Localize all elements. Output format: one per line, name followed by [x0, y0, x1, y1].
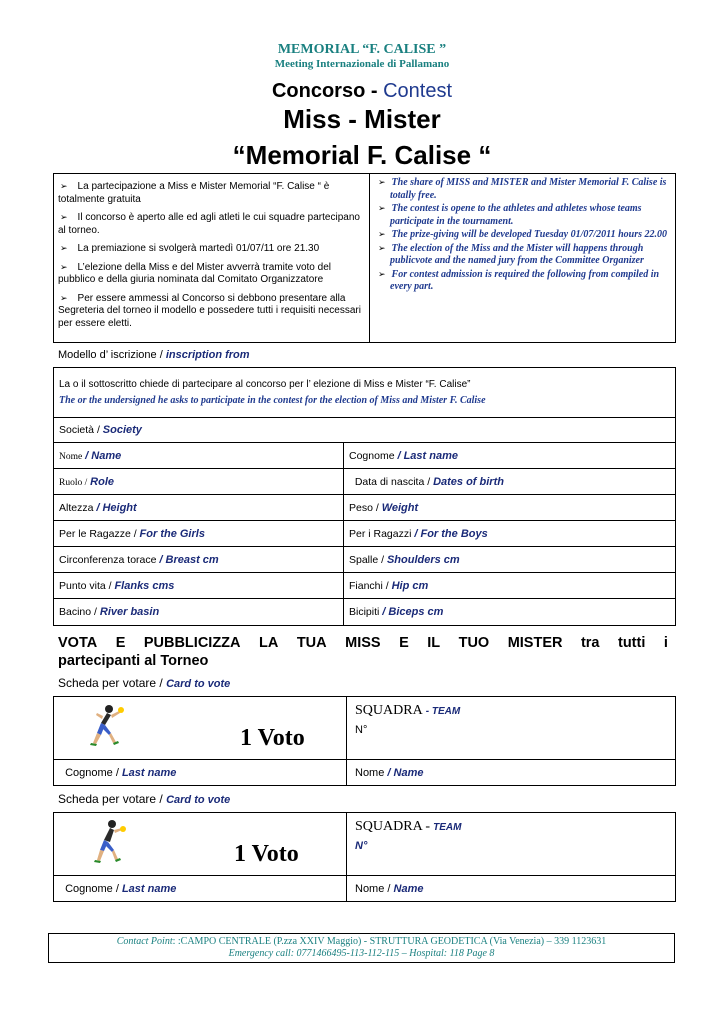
intro-it-item: ➢ Per essere ammessi al Concorso si debbono presentare alla Segreteria del torneo il modello e possedere tutti i requisiti necessari per essere eletti.	[58, 292, 361, 329]
intro-en-item: ➢ The contest is opene to the athletes and athletes whose teams participate in the tournament.	[378, 203, 642, 227]
arrow-bullet-icon: ➢	[60, 261, 68, 272]
handball-player-icon	[87, 703, 127, 747]
society-field[interactable]: Società / Society	[54, 418, 676, 443]
vote-card-image-cell	[54, 813, 347, 876]
meeting-subtitle: Meeting Internazionale di Pallamano	[274, 58, 450, 70]
arrow-bullet-icon: ➢	[60, 243, 68, 253]
vote-card-label: Scheda per votare / Card to vote	[58, 792, 231, 806]
team-field[interactable]: SQUADRA - TEAM N°	[347, 813, 676, 876]
memorial-calise-heading: “Memorial F. Calise “	[232, 140, 492, 170]
role-field[interactable]: Ruolo / Role	[54, 469, 344, 495]
last-name-field[interactable]: Cognome / Last name	[344, 443, 676, 469]
vote-heading-line1: VOTA E PUBBLICIZZA LA TUA MISS E IL TUO MISTER tra tutti i	[58, 635, 668, 651]
vote-card	[53, 696, 676, 786]
vote-card	[53, 812, 676, 902]
arrow-bullet-icon: ➢	[378, 203, 386, 213]
concorso-label: Concorso -	[271, 80, 384, 102]
arrow-bullet-icon: ➢	[378, 242, 386, 253]
hip-field[interactable]: Fianchi / Hip cm	[344, 573, 676, 599]
team-field[interactable]: SQUADRA - TEAM N°	[347, 697, 676, 760]
footer-contact	[48, 933, 675, 963]
vote-heading-line2: partecipanti al Torneo	[58, 653, 209, 669]
emergency-line: Emergency call: 0771466495-113-112-115 – Hospital: 118 Page 8	[228, 948, 495, 959]
intro-en-item: ➢ For contest admission is required the following from compiled in every part.	[378, 268, 660, 292]
weight-field[interactable]: Peso / Weight	[344, 495, 676, 521]
arrow-bullet-icon: ➢	[378, 177, 386, 187]
arrow-bullet-icon: ➢	[60, 292, 68, 303]
flanks-field[interactable]: Punto vita / Flanks cms	[54, 573, 344, 599]
handball-player-icon	[92, 818, 132, 864]
form-intro-en: The or the undersigned he asks to participate in the contest for the election of Miss and Mister F. Calise	[59, 394, 486, 406]
intro-italian	[54, 174, 370, 342]
vote-card-image-cell	[54, 697, 347, 760]
team-number: N°	[355, 840, 368, 852]
arrow-bullet-icon: ➢	[378, 229, 386, 239]
inscription-form-label: Modello d’ iscrizione / inscription from	[58, 349, 250, 361]
intro-it-item: ➢ La partecipazione a Miss e Mister Memorial “F. Calise “ è totalmente gratuita	[58, 181, 330, 205]
girls-section: Per le Ragazze / For the Girls	[54, 521, 344, 547]
intro-english	[370, 174, 675, 342]
vote-card-label: Scheda per votare / Card to vote	[58, 676, 231, 690]
concorso-heading	[0, 80, 724, 103]
intro-box	[53, 173, 676, 343]
form-intro	[54, 368, 676, 418]
miss-mister-heading: Miss - Mister	[283, 104, 441, 134]
intro-it-item: ➢ Il concorso è aperto alle ed agli atleti le cui squadre partecipano al torneo.	[58, 212, 360, 236]
vote-last-name-field[interactable]: Cognome / Last name	[54, 876, 347, 902]
arrow-bullet-icon: ➢	[60, 212, 68, 222]
intro-en-item: ➢ The election of the Miss and the Mister will happens through publicvote and the named jury from the Committee Organizer	[378, 242, 644, 266]
river-basin-field[interactable]: Bacino / River basin	[54, 599, 344, 626]
name-field[interactable]: Nome / Name	[54, 443, 344, 469]
team-number: N°	[355, 724, 368, 736]
contact-point-line: Contact Point: :CAMPO CENTRALE (P.zza XXIV Maggio) - STRUTTURA GEODETICA (Via Venezia) – 339 1123631	[116, 936, 607, 947]
shoulders-field[interactable]: Spalle / Shoulders cm	[344, 547, 676, 573]
intro-it-item: ➢ L’elezione della Miss e del Mister avverrà tramite voto del pubblico e della giuria nominata dal Comitato Organizzatore	[58, 261, 331, 285]
vote-heading	[58, 634, 668, 670]
height-field[interactable]: Altezza / Height	[54, 495, 344, 521]
boys-section: Per i Ragazzi / For the Boys	[344, 521, 676, 547]
intro-en-item: ➢ The share of MISS and MISTER and Mister Memorial F. Calise is totally free.	[378, 177, 667, 201]
vote-count: 1 Voto	[240, 725, 305, 751]
arrow-bullet-icon: ➢	[60, 181, 68, 191]
breast-field[interactable]: Circonferenza torace / Breast cm	[54, 547, 344, 573]
vote-last-name-field[interactable]: Cognome / Last name	[54, 760, 347, 786]
contest-label: Contest	[383, 80, 453, 102]
vote-name-field[interactable]: Nome / Name	[347, 760, 676, 786]
inscription-form	[53, 367, 676, 626]
birth-date-field[interactable]: Data di nascita / Dates of birth	[344, 469, 676, 495]
vote-name-field[interactable]: Nome / Name	[347, 876, 676, 902]
intro-it-item: ➢ La premiazione si svolgerà martedì 01/07/11 ore 21.30	[60, 243, 320, 254]
arrow-bullet-icon: ➢	[378, 268, 386, 279]
biceps-field[interactable]: Bicipiti / Biceps cm	[344, 599, 676, 626]
form-intro-it: La o il sottoscritto chiede di partecipare al concorso per l’ elezione di Miss e Mister “F. Calise”	[59, 378, 471, 390]
intro-en-item: ➢ The prize-giving will be developed Tuesday 01/07/2011 hours 22.00	[378, 229, 667, 240]
vote-count: 1 Voto	[234, 841, 299, 867]
memorial-title: MEMORIAL “F. CALISE ”	[277, 42, 447, 57]
